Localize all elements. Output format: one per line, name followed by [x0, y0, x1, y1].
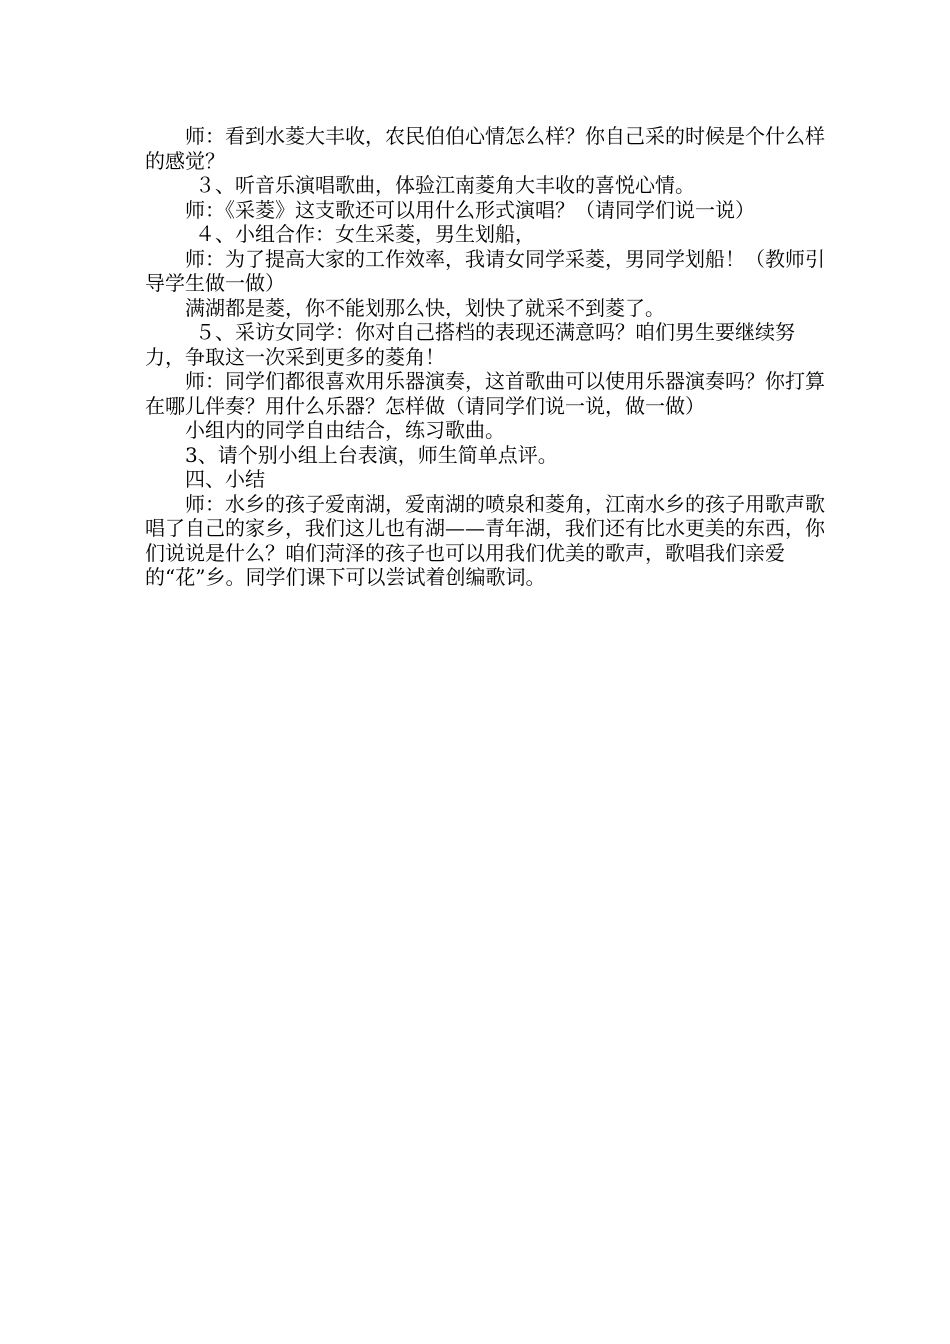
section-heading-summary: 四、小结: [185, 467, 265, 491]
paragraph-2: ３、听音乐演唱歌曲，体验江南菱角大丰收的喜悦心情。: [195, 173, 695, 197]
paragraph-1: 师：看到水菱大丰收，农民伯伯心情怎么样？你自己采的时候是个什么样的感觉？: [145, 124, 825, 173]
paragraph-10: 3、请个别小组上台表演，师生简单点评。: [185, 442, 558, 467]
paragraph-4: ４、小组合作：女生采菱，男生划船，: [195, 222, 535, 246]
paragraph-12: 师：水乡的孩子爱南湖，爱南湖的喷泉和菱角，江南水乡的孩子用歌声歌唱了自己的家乡，我们这儿也有湖——青年湖，我们还有比水更美的东西，你们说说是什么？咱们菏泽的孩子也可以用我们优美的歌声，歌唱我们亲爱的“花”乡。同学们课下可以尝试着创编歌词。: [145, 491, 825, 589]
paragraph-6: 满湖都是菱，你不能划那么快，划快了就采不到菱了。: [185, 295, 665, 320]
paragraph-3: 师：《采菱》这支歌还可以用什么形式演唱？（请同学们说一说）: [185, 197, 755, 222]
paragraph-8: 师：同学们都很喜欢用乐器演奏，这首歌曲可以使用乐器演奏吗？你打算在哪儿伴奏？用什么乐器？怎样做（请同学们说一说，做一做）: [145, 369, 825, 418]
paragraph-7: ５、采访女同学：你对自己搭档的表现还满意吗？咱们男生要继续努力，争取这一次采到更多的菱角！: [145, 320, 795, 369]
document-body: [145, 124, 825, 590]
paragraph-9: 小组内的同学自由结合，练习歌曲。: [185, 418, 505, 442]
paragraph-5: 师：为了提高大家的工作效率，我请女同学采菱，男同学划船！（教师引导学生做一做）: [145, 246, 825, 295]
